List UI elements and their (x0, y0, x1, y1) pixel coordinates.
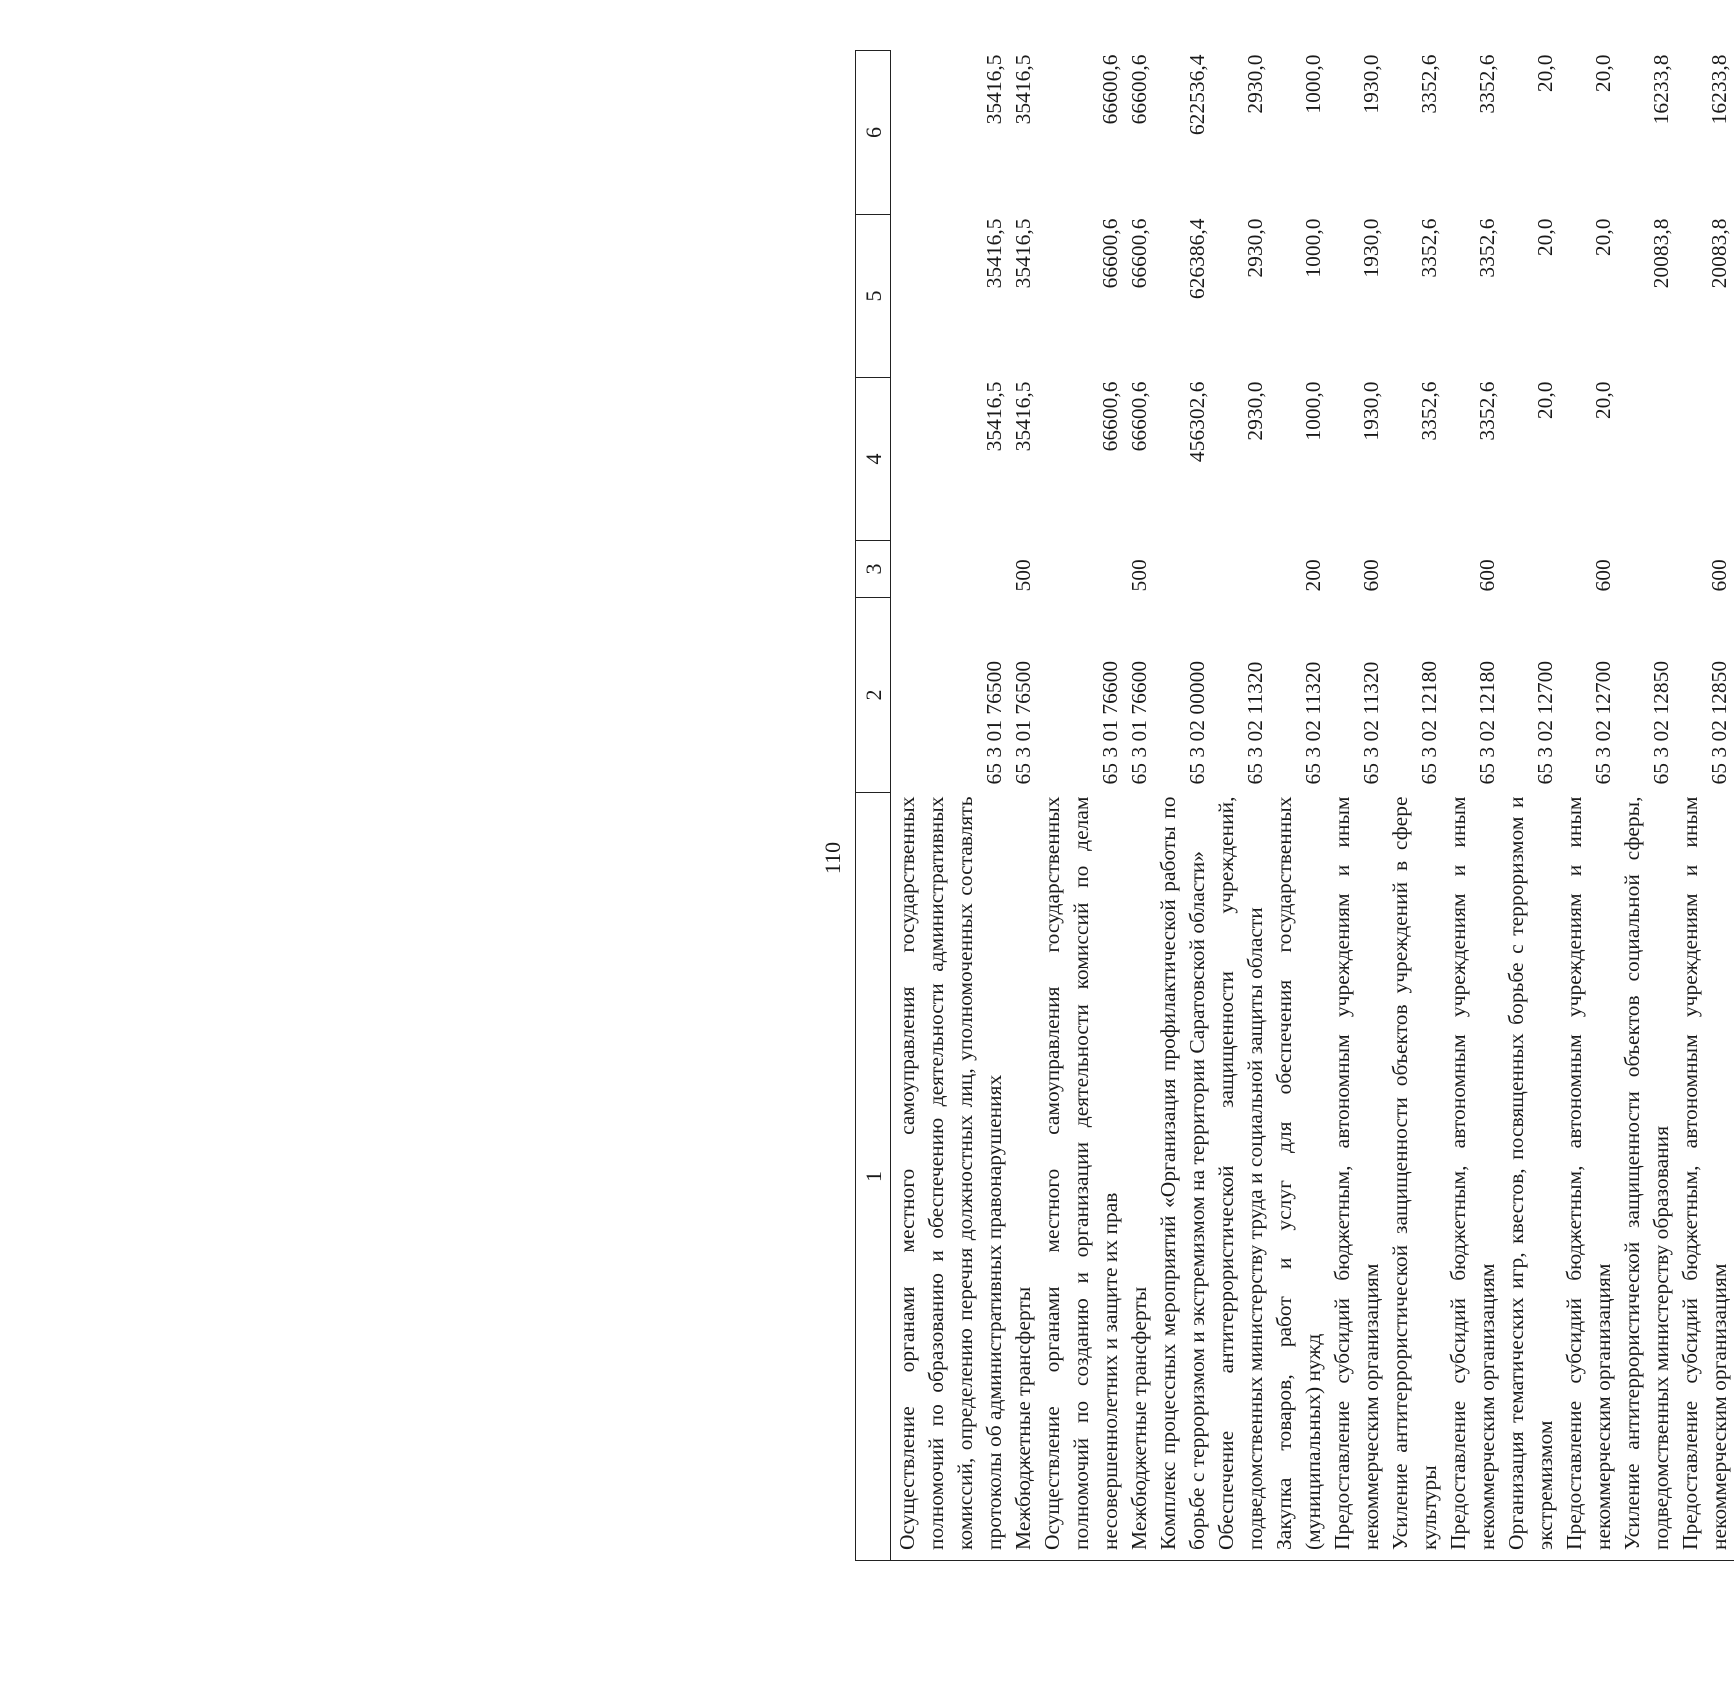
row-amount-col6: 1000,0 (1301, 54, 1325, 114)
row-target-code: 65 3 02 12850 (1649, 660, 1673, 785)
row-expense-type: 500 (1127, 559, 1151, 592)
row-target-code: 65 3 02 00000 (1185, 660, 1209, 785)
row-expense-type (1154, 541, 1212, 598)
row-amount-col5: 3352,6 (1475, 218, 1499, 278)
row-target-code: 65 3 01 76600 (1098, 660, 1122, 785)
row-description: Предоставление субсидий бюджетным, автономным учреждениям и иным некоммерческим организациям (1330, 796, 1383, 1550)
row-amount-col4 (1618, 378, 1676, 541)
row-amount-col5: 626386,4 (1185, 218, 1209, 300)
row-amount-col6: 20,0 (1533, 54, 1557, 93)
row-amount-col4: 66600,6 (1127, 381, 1151, 452)
row-amount-col6: 35416,5 (982, 54, 1006, 125)
table-row (1676, 51, 1734, 1561)
row-amount-col4: 66600,6 (1098, 381, 1122, 452)
table-row (1009, 51, 1038, 1561)
row-expense-type (891, 541, 1010, 598)
row-description: Усиление антитеррористической защищенности объектов учреждений в сфере культуры (1388, 796, 1441, 1550)
row-amount-col6: 20,0 (1591, 54, 1615, 93)
row-amount-col6: 3352,6 (1417, 54, 1441, 114)
row-description: Обеспечение антитеррористической защищенности учреждений, подведомственных министерству труда и социальной защиты области (1214, 796, 1267, 1550)
row-amount-col5: 20083,8 (1649, 218, 1673, 289)
row-amount-col4: 20,0 (1533, 381, 1557, 420)
row-target-code: 65 3 02 12180 (1475, 660, 1499, 785)
row-amount-col4: 2930,0 (1243, 381, 1267, 441)
row-amount-col6: 2930,0 (1243, 54, 1267, 114)
row-target-code: 65 3 01 76600 (1127, 660, 1151, 785)
row-target-code: 65 3 02 12850 (1707, 660, 1731, 785)
row-target-code: 65 3 02 12700 (1591, 660, 1615, 785)
table-row (1212, 51, 1270, 1561)
row-expense-type: 600 (1475, 559, 1499, 592)
row-expense-type: 500 (1011, 559, 1035, 592)
header-row (856, 51, 891, 1561)
row-description: Межбюджетные трансферты (1011, 1286, 1035, 1550)
row-description: Межбюджетные трансферты (1127, 1286, 1151, 1550)
row-amount-col6: 16233,8 (1707, 54, 1731, 125)
row-target-code: 65 3 02 11320 (1243, 661, 1267, 785)
row-description: Организация тематических игр, квестов, посвященных борьбе с терроризмом и экстремизмом (1504, 796, 1557, 1550)
row-amount-col5: 20083,8 (1707, 218, 1731, 289)
row-expense-type: 200 (1301, 559, 1325, 592)
row-amount-col6: 66600,6 (1098, 54, 1122, 125)
table-row (1444, 51, 1502, 1561)
row-amount-col5: 3352,6 (1417, 218, 1441, 278)
row-amount-col5: 20,0 (1591, 218, 1615, 257)
row-amount-col6: 1930,0 (1359, 54, 1383, 114)
row-expense-type (1212, 541, 1270, 598)
column-header-2: 2 (856, 598, 891, 793)
row-amount-col4: 3352,6 (1417, 381, 1441, 441)
table-row (1125, 51, 1154, 1561)
row-amount-col5: 1930,0 (1359, 218, 1383, 278)
column-header-5: 5 (856, 215, 891, 378)
budget-table (855, 50, 1734, 1561)
row-amount-col6: 35416,5 (1011, 54, 1035, 125)
column-header-4: 4 (856, 378, 891, 541)
page-number: 110 (820, 841, 845, 875)
row-amount-col6: 66600,6 (1127, 54, 1151, 125)
row-amount-col6: 16233,8 (1649, 54, 1673, 125)
row-description: Осуществление органами местного самоуправления государственных полномочий по образованию и обеспечению деятельности административных комиссий, определению перечня должностных лиц, уполномоченных составлять протоколы об административных правонарушениях (895, 796, 1006, 1550)
row-amount-col5: 1000,0 (1301, 218, 1325, 278)
row-expense-type: 600 (1707, 559, 1731, 592)
row-target-code: 65 3 01 76500 (982, 660, 1006, 785)
column-header-1: 1 (856, 793, 891, 1561)
table-row (1386, 51, 1444, 1561)
table-row (1618, 51, 1676, 1561)
row-target-code: 65 3 01 76500 (1011, 660, 1035, 785)
row-description: Предоставление субсидий бюджетным, автономным учреждениям и иным некоммерческим организациям (1678, 796, 1731, 1550)
table-row (891, 51, 1010, 1561)
row-amount-col5: 35416,5 (1011, 218, 1035, 289)
row-description: Комплекс процессных мероприятий «Организация профилактической работы по борьбе с терроризмом и экстремизмом на территории Саратовской области» (1156, 796, 1209, 1550)
table-row (1502, 51, 1560, 1561)
table-body (891, 51, 1734, 1561)
row-target-code: 65 3 02 12180 (1417, 660, 1441, 785)
column-header-3: 3 (856, 541, 891, 598)
row-expense-type (1386, 541, 1444, 598)
table-row (1560, 51, 1618, 1561)
row-expense-type (1502, 541, 1560, 598)
table-row (1328, 51, 1386, 1561)
row-amount-col5: 20,0 (1533, 218, 1557, 257)
row-target-code: 65 3 02 11320 (1359, 661, 1383, 785)
column-header-6: 6 (856, 51, 891, 215)
row-description: Предоставление субсидий бюджетным, автономным учреждениям и иным некоммерческим организациям (1446, 796, 1499, 1550)
row-target-code: 65 3 02 11320 (1301, 661, 1325, 785)
row-amount-col4 (1676, 378, 1734, 541)
row-amount-col4: 456302,6 (1185, 381, 1209, 463)
row-amount-col4: 35416,5 (1011, 381, 1035, 452)
row-description: Предоставление субсидий бюджетным, автономным учреждениям и иным некоммерческим организациям (1562, 796, 1615, 1550)
row-amount-col5: 66600,6 (1127, 218, 1151, 289)
row-amount-col4: 20,0 (1591, 381, 1615, 420)
row-amount-col5: 66600,6 (1098, 218, 1122, 289)
row-description: Осуществление органами местного самоуправления государственных полномочий по созданию и организации деятельности комиссий по делам несовершеннолетних и защите их прав (1040, 796, 1122, 1550)
row-expense-type: 600 (1359, 559, 1383, 592)
row-amount-col4: 1930,0 (1359, 381, 1383, 441)
row-amount-col5: 35416,5 (982, 218, 1006, 289)
row-description: Усиление антитеррористической защищенности объектов социальной сферы, подведомственных министерству образования (1620, 796, 1673, 1550)
row-expense-type (1618, 541, 1676, 598)
row-amount-col5: 2930,0 (1243, 218, 1267, 278)
row-description: Закупка товаров, работ и услуг для обеспечения государственных (муниципальных) нужд (1272, 796, 1325, 1550)
row-amount-col6: 3352,6 (1475, 54, 1499, 114)
row-amount-col4: 3352,6 (1475, 381, 1499, 441)
row-expense-type: 600 (1591, 559, 1615, 592)
row-amount-col6: 622536,4 (1185, 54, 1209, 136)
row-target-code: 65 3 02 12700 (1533, 660, 1557, 785)
row-expense-type (1038, 541, 1125, 598)
row-amount-col4: 1000,0 (1301, 381, 1325, 441)
table-row (1270, 51, 1328, 1561)
table-header (856, 51, 891, 1561)
table-row (1154, 51, 1212, 1561)
table-row (1038, 51, 1125, 1561)
row-amount-col4: 35416,5 (982, 381, 1006, 452)
